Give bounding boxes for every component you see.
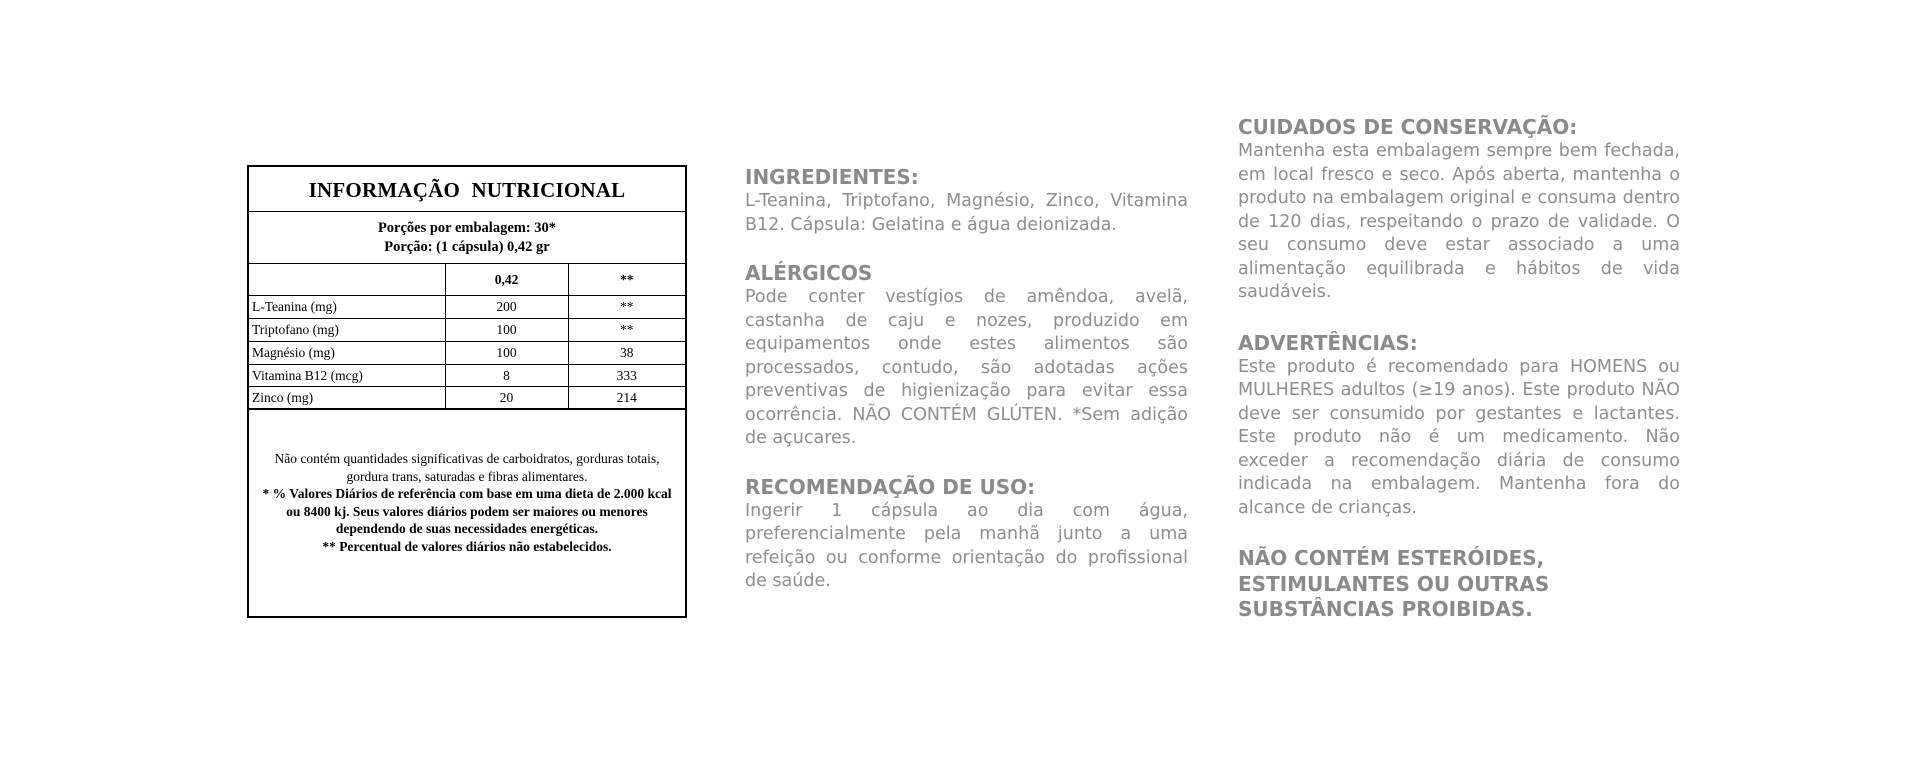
warnings-section — [1238, 331, 1680, 521]
nutrient-label: Vitamina B12 (mcg) — [249, 365, 445, 387]
nutrient-amount: 20 — [445, 387, 568, 409]
header-amount: 0,42 — [445, 264, 568, 296]
header-label — [249, 264, 445, 296]
portion-info — [249, 212, 685, 264]
header-dv: ** — [568, 264, 685, 296]
nutrient-grid — [249, 264, 685, 409]
nutrient-amount: 100 — [445, 342, 568, 365]
nutrient-label: L-Teanina (mg) — [249, 296, 445, 319]
allergens-heading: ALÉRGICOS — [745, 261, 873, 285]
no-steroids-line: SUBSTÂNCIAS PROIBIDAS. — [1238, 597, 1533, 621]
storage-heading: CUIDADOS DE CONSERVAÇÃO: — [1238, 115, 1578, 139]
nutrient-row — [249, 342, 685, 365]
nutrient-row — [249, 387, 685, 409]
no-steroids-line: NÃO CONTÉM ESTERÓIDES, — [1238, 546, 1545, 570]
ingredients-section — [745, 165, 1188, 237]
nutrition-footer — [249, 409, 685, 555]
usage-heading: RECOMENDAÇÃO DE USO: — [745, 474, 1036, 499]
nutrient-row — [249, 319, 685, 342]
warnings-heading: ADVERTÊNCIAS: — [1238, 330, 1418, 355]
no-steroids-notice — [1238, 546, 1680, 623]
storage-section — [1238, 115, 1680, 305]
warnings-text: Este produto é recomendado para HOMENS ou MULHERES adultos (≥19 anos). Este produto NÃO deve ser consumido por gestantes e lactantes. Este produto não é um medicamento. Não exceder a recomendação diária de consumo indicada na embalagem. Mantenha fora do alcance de crianças. — [1238, 356, 1680, 518]
nutrient-header-row — [249, 264, 685, 296]
ingredients-heading: INGREDIENTES: — [745, 165, 919, 189]
nutrition-facts-table — [247, 165, 687, 618]
nutrient-label: Zinco (mg) — [249, 387, 445, 409]
nutrient-dv: ** — [568, 319, 685, 342]
allergens-section — [745, 261, 1188, 451]
footer-daily-values: * % Valores Diários de referência com base em uma dieta de 2.000 kcal ou 8400 kj. Seus valores diários podem ser maiores ou menores dependendo de suas necessidades energéticas. — [262, 486, 672, 536]
nutrient-dv: 38 — [568, 342, 685, 365]
storage-text: Mantenha esta embalagem sempre bem fechada, em local fresco e seco. Após aberta, mantenha o produto na embalagem original e consuma dentro de 120 dias, respeitando o prazo de validade. O seu consumo deve estar associado a uma alimentação equilibrada e hábitos de vida saudáveis. — [1238, 141, 1680, 302]
nutrient-dv: ** — [568, 296, 685, 319]
right-column — [1238, 115, 1680, 623]
usage-section — [745, 475, 1188, 594]
ingredients-text: L-Teanina, Triptofano, Magnésio, Zinco, Vitamina B12. Cápsula: Gelatina e água deionizada. — [745, 191, 1188, 235]
nutrient-label: Triptofano (mg) — [249, 319, 445, 342]
nutrient-amount: 100 — [445, 319, 568, 342]
no-steroids-line: ESTIMULANTES OU OUTRAS — [1238, 571, 1550, 596]
allergens-text: Pode conter vestígios de amêndoa, avelã, castanha de caju e nozes, produzido em equipamentos onde estes alimentos são processados, contudo, são adotadas ações preventivas de higienização para evitar essa ocorrência. NÃO CONTÉM GLÚTEN. *Sem adição de açucares. — [745, 287, 1188, 448]
portions-per-package: Porções por embalagem: 30* — [377, 220, 557, 236]
nutrient-amount: 200 — [445, 296, 568, 319]
nutrient-row — [249, 296, 685, 319]
nutrient-dv: 214 — [568, 387, 685, 409]
nutrient-dv: 333 — [568, 365, 685, 387]
footer-undefined-values: ** Percentual de valores diários não estabelecidos. — [322, 538, 612, 554]
nutrient-label: Magnésio (mg) — [249, 342, 445, 365]
nutrient-amount: 8 — [445, 365, 568, 387]
footer-note: Não contém quantidades significativas de carboidratos, gorduras totais, gordura trans, saturadas e fibras alimentares. — [274, 451, 660, 484]
nutrition-title: INFORMAÇÃO NUTRICIONAL — [249, 167, 685, 212]
middle-column — [745, 165, 1188, 618]
nutrient-row — [249, 365, 685, 387]
usage-text: Ingerir 1 cápsula ao dia com água, preferencialmente pela manhã junto a uma refeição ou conforme orientação do profissional de saúde. — [745, 500, 1188, 591]
portion-size: Porção: (1 cápsula) 0,42 gr — [384, 239, 550, 255]
